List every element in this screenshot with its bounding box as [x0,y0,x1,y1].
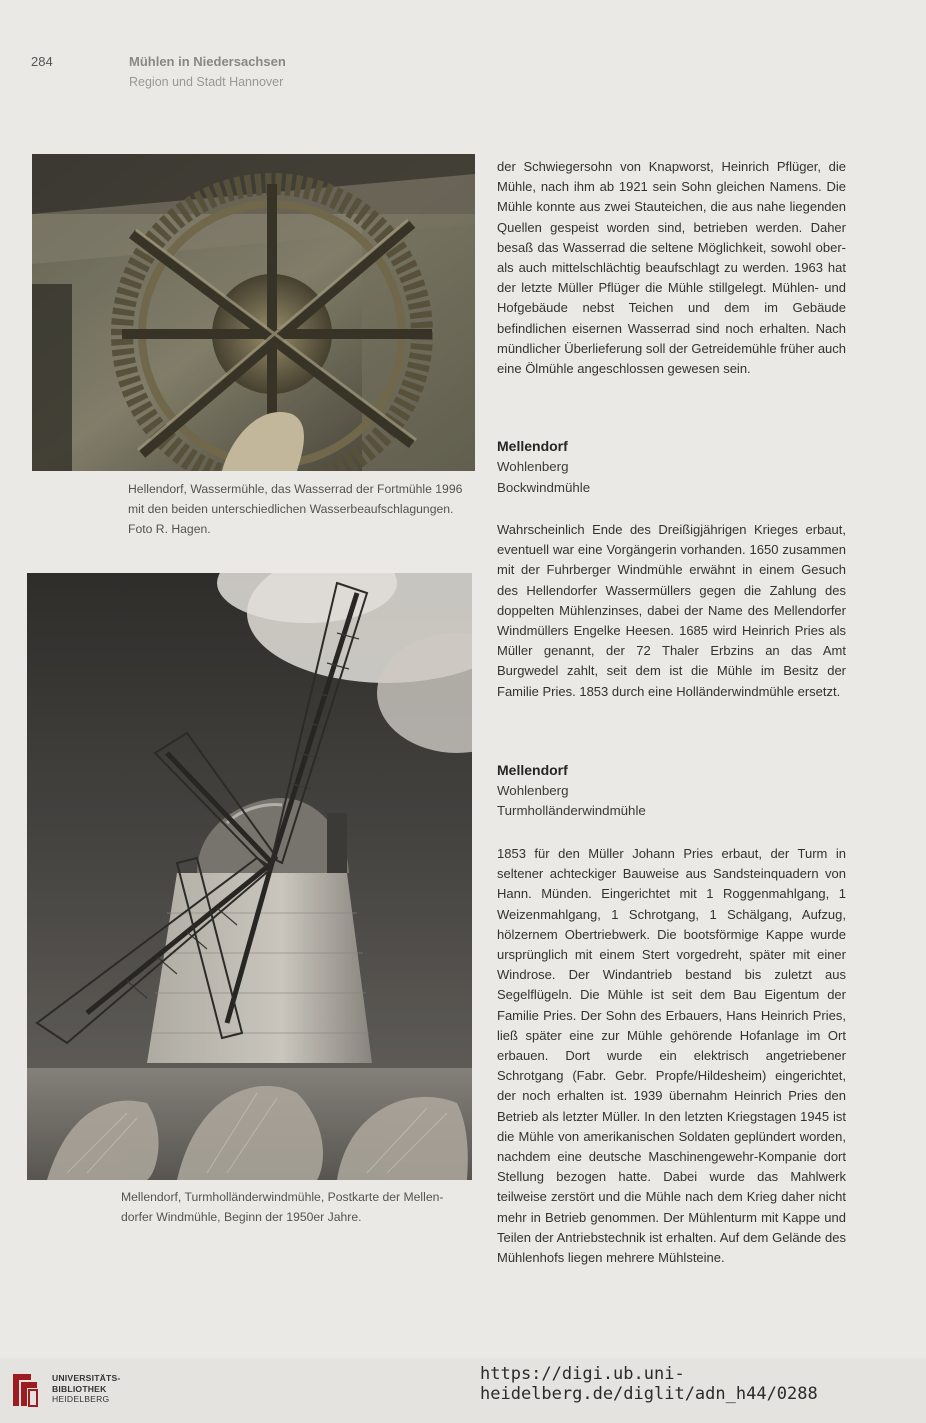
caption-line: Hellendorf, Wassermühle, das Wasserrad der Fortmühle 1996 [128,482,463,496]
section-heading: Mellendorf [497,438,568,454]
logo-line: HEIDELBERG [52,1394,110,1404]
caption-windmill [121,1187,471,1227]
running-subtitle: Region und Stadt Hannover [129,75,284,89]
section-heading: Mellendorf [497,762,568,778]
body-paragraph [497,520,846,702]
section-place: Wohlenberg [497,459,569,474]
library-name [52,1373,121,1405]
caption-water-wheel [128,479,474,539]
section-type: Bockwindmühle [497,480,591,495]
photo-windmill [27,573,472,1180]
paragraph-text: Wahrscheinlich Ende des Dreißigjährigen Krieges erbaut, eventuell war eine Vorgängerin vorhanden. 1650 zusammen mit der Fuhrberger Windmühle erwähnt in einem Gesuch des Hellendorfer Wassermüllers gegen die Zahlung des doppelten Mühlenzinses, dabei der Name des Mellendorfer Windmüllers Engelke Heesen. 1685 wird Heinrich Pries als Müller genannt, der 72 Thaler Erbzins an das Amt Burgwedel zahlt, seit dem ist die Mühle im Besitz der Familie Pries. 1853 durch eine Holländerwindmühle ersetzt. [497,522,846,699]
body-paragraph [497,157,846,379]
caption-line: mit den beiden unterschiedlichen Wasserbeaufschlagungen. [128,502,454,516]
photo-water-wheel [32,154,475,471]
logo-line: BIBLIOTHEK [52,1383,107,1394]
caption-line: dorfer Windmühle, Beginn der 1950er Jahre. [121,1210,362,1224]
paragraph-text: 1853 für den Müller Johann Pries erbaut, der Turm in seltener achteckiger Bauweise aus Sandsteinquadern von Hann. Münden. Eingerichtet mit 1 Roggenmahlgang, 1 Weizenmahlgang, 1 Schrotgang, 1 Schälgang, Aufzug, hölzernem Obertriebwerk. Die bootsförmige Kappe wurde ursprünglich mit einem Stert vorgedreht, später mit einer Windrose. Der Windantrieb bestand bis zuletzt aus Segelflügeln. Die Mühle ist seit dem Bau Eigentum der Familie Pries. Der Sohn des Erbauers, Hans Heinrich Pries, ließ später eine zur Mühle gehörende Hofanlage im Ort erbauen. Dort wurde ein elektrisch angetriebener Schrotgang (Fabr. Gebr. Propfe/Hildesheim) eingerichtet, der noch erhalten ist. 1939 übernahm Heinrich Pries den Betrieb als letzter Müller. In den letzten Kriegstagen 1945 ist die Mühle von amerikanischen Soldaten geplündert worden, nachdem eine deutsche Maschinengewehr-Kompanie dort Stellung bezogen hatte. Dabei wurde das Mahlwerk teilweise zerstört und die Mühle nach dem Krieg daher nicht mehr in Betrieb genommen. Der Mühlenturm mit Kappe und Teilen der Antriebstechnik ist erhalten. Auf dem Gelände des Mühlenhofs liegen mehrere Mühlsteine. [497,846,846,1266]
running-title: Mühlen in Niedersachsen [129,54,286,69]
permalink-url[interactable]: https://digi.ub.uni-heidelberg.de/diglit/adn_h44/0288 [480,1364,818,1404]
body-paragraph [497,844,846,1268]
logo-line: UNIVERSITÄTS- [52,1373,121,1383]
caption-line: Mellendorf, Turmholländerwindmühle, Postkarte der Mellen- [121,1190,444,1204]
section-place: Wohlenberg [497,783,569,798]
caption-line: Foto R. Hagen. [128,522,211,536]
section-type: Turmholländerwindmühle [497,803,646,818]
library-logo-icon [9,1370,41,1410]
paragraph-text: der Schwiegersohn von Knapworst, Heinrich Pflüger, die Mühle, nach ihm ab 1921 sein Sohn gleichen Namens. Die Mühle konnte aus zwei Stauteichen, die aus nahe liegenden Quellen gespeist worden sind, betrieben werden. Daher besaß das Wasserrad die seltene Möglichkeit, sowohl ober- als auch mittelschlächtig beaufschlagt zu werden. 1963 hat der letzte Müller Pflüger die Mühle stillgelegt. Mühlen- und Hofgebäude nebst Teichen und dem im Gebäude befindlichen eisernen Wasserrad sind noch erhalten. Nach mündlicher Überlieferung soll der Getreidemühle früher auch eine Ölmühle angeschlossen gewesen sein. [497,159,847,377]
page-number: 284 [31,54,53,69]
